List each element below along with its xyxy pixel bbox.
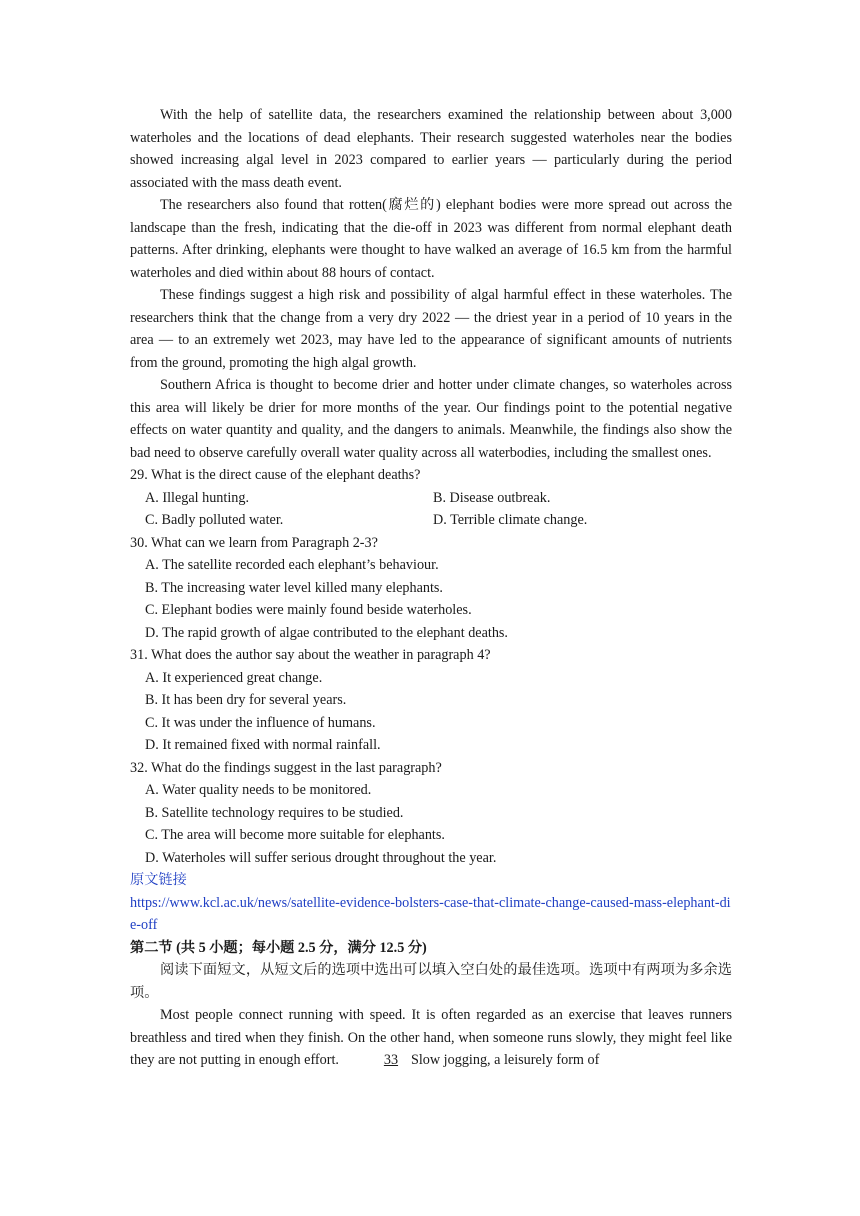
passage-paragraph-1: With the help of satellite data, the researchers examined the relationship between about 3,000 waterholes and the locations of dead elephants. Their research suggested waterholes near the bodies showed increasing algal level in 2023 compared to earlier years — particularly during the period associated with the mass death event.: [130, 107, 732, 191]
option-c: C. Elephant bodies were mainly found beside waterholes.: [145, 602, 472, 618]
option-d: D. It remained fixed with normal rainfall.: [145, 737, 381, 753]
paragraph-text-end: Slow jogging, a leisurely form of: [410, 1052, 600, 1068]
question-30: [130, 532, 732, 645]
option-b: B. Satellite technology requires to be studied.: [145, 804, 404, 821]
question-29: [130, 464, 732, 532]
blank-33: 33: [383, 1052, 399, 1068]
option-a: A. Illegal hunting.: [145, 489, 250, 506]
option-c: C. Badly polluted water.: [145, 512, 284, 528]
option-a: A. It experienced great change.: [145, 669, 323, 686]
option-d: D. The rapid growth of algae contributed to the elephant deaths.: [145, 624, 508, 641]
question-31: [130, 644, 732, 757]
section-instruction: 阅读下面短文，从短文后的选项中选出可以填入空白处的最佳选项。选项中有两项为多余选项。: [130, 962, 732, 1001]
option-b: B. The increasing water level killed many elephants.: [145, 579, 443, 596]
passage-paragraph-2: The researchers also found that rotten(腐烂的) elephant bodies were more spread out across the landscape than the fresh, indicating that the die-off in 2023 was different from normal elephant death patterns. After drinking, elephants were thought to have walked an average of 16.5 km from the harmful waterholes and died within about 88 hours of contact.: [130, 197, 732, 281]
option-b: B. Disease outbreak.: [433, 489, 551, 506]
document-page: [130, 104, 732, 1072]
option-d: D. Waterholes will suffer serious drought throughout the year.: [145, 849, 497, 866]
question-stem: 32. What do the findings suggest in the last paragraph?: [130, 759, 442, 776]
option-d: D. Terrible climate change.: [433, 512, 588, 528]
option-c: C. The area will become more suitable for elephants.: [145, 827, 445, 843]
option-a: A. Water quality needs to be monitored.: [145, 782, 372, 798]
question-stem: 30. What can we learn from Paragraph 2-3?: [130, 534, 378, 551]
source-url-link[interactable]: https://www.kcl.ac.uk/news/satellite-evidence-bolsters-case-that-climate-change-caused-mass-elephant-die-off: [130, 894, 731, 933]
option-c: C. It was under the influence of humans.: [145, 714, 376, 731]
option-a: A. The satellite recorded each elephant’s behaviour.: [145, 557, 439, 573]
option-row: [130, 487, 732, 510]
option-row: [130, 509, 732, 532]
section-heading: 第二节 (共 5 小题；每小题 2.5 分，满分 12.5 分): [130, 939, 427, 956]
passage-paragraph-4: Southern Africa is thought to become drier and hotter under climate changes, so waterholes across this area will likely be drier for more months of the year. Our findings point to the potential negative effects on water quantity and quality, and the dangers to animals. Meanwhile, the findings also show the bad need to observe carefully overall water quality across all waterbodies, including the smallest ones.: [130, 377, 732, 461]
passage-paragraph-3: These findings suggest a high risk and possibility of algal harmful effect in these waterholes. The researchers think that the change from a very dry 2022 — the driest year in a period of 10 years in the area — to an extremely wet 2023, may have led to the appearance of significant amounts of nutrients from the ground, promoting the high algal growth.: [130, 287, 732, 371]
option-b: B. It has been dry for several years.: [145, 692, 347, 708]
question-stem: 29. What is the direct cause of the elephant deaths?: [130, 467, 421, 483]
question-stem: 31. What does the author say about the weather in paragraph 4?: [130, 647, 491, 663]
question-32: [130, 757, 732, 870]
source-link-label[interactable]: 原文链接: [130, 872, 187, 888]
passage-2-paragraph-1: [130, 1004, 732, 1072]
paragraph-text-start: Most people connect running with speed. It is often regarded as an exercise that leaves runners breathless and tired when they finish. On the other hand, when someone runs slowly, they might feel like they are not putting in enough effort.: [130, 1007, 732, 1068]
